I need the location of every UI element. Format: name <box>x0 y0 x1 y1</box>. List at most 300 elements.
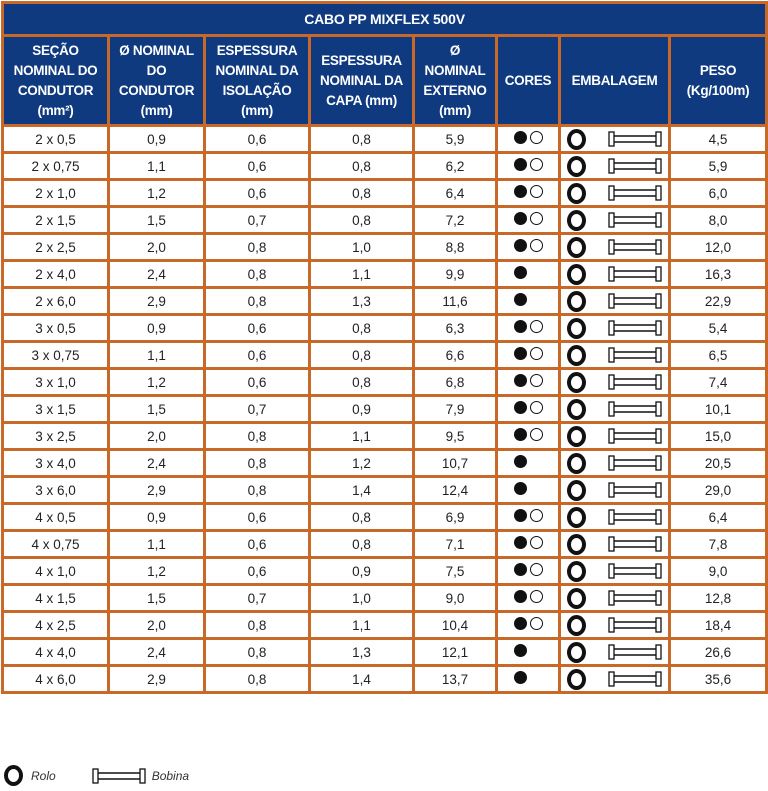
header-label: (mm) <box>140 102 173 118</box>
legend-bobina-label: Bobina <box>151 768 190 783</box>
cell-cores <box>497 666 560 693</box>
cell-embalagem <box>560 369 670 396</box>
cell-nominal-condutor: 2,4 <box>109 450 205 477</box>
cell-secao: 3 x 4,0 <box>3 450 109 477</box>
cell-embalagem <box>560 477 670 504</box>
white-dot-icon <box>530 374 543 387</box>
cell-cores <box>497 396 560 423</box>
black-dot-icon <box>514 428 527 441</box>
cell-capa: 1,3 <box>310 288 414 315</box>
bobina-icon <box>608 320 662 336</box>
cell-isolacao: 0,6 <box>205 153 310 180</box>
black-dot-icon <box>514 239 527 252</box>
bobina-icon <box>608 509 662 525</box>
legend-rolo-label: Rolo <box>31 768 56 783</box>
cell-peso: 6,4 <box>670 504 767 531</box>
black-dot-icon <box>514 158 527 171</box>
cell-cores <box>497 531 560 558</box>
white-dot-icon <box>530 428 543 441</box>
cell-cores <box>497 180 560 207</box>
rolo-icon <box>567 453 586 474</box>
cell-peso: 12,8 <box>670 585 767 612</box>
cell-embalagem <box>560 234 670 261</box>
cell-capa: 0,9 <box>310 396 414 423</box>
cell-nominal-condutor: 2,9 <box>109 288 205 315</box>
cell-capa: 1,3 <box>310 639 414 666</box>
cell-nominal-condutor: 1,5 <box>109 585 205 612</box>
header-label: PESO <box>699 62 737 78</box>
cell-isolacao: 0,8 <box>205 666 310 693</box>
cell-nominal-condutor: 0,9 <box>109 126 205 153</box>
cell-embalagem <box>560 315 670 342</box>
white-dot-icon <box>530 320 543 333</box>
cell-isolacao: 0,6 <box>205 369 310 396</box>
header-label: NOMINAL <box>424 62 486 78</box>
cell-isolacao: 0,8 <box>205 477 310 504</box>
cell-secao: 4 x 0,5 <box>3 504 109 531</box>
black-dot-icon <box>514 536 527 549</box>
cell-peso: 7,8 <box>670 531 767 558</box>
cell-embalagem <box>560 342 670 369</box>
cell-nominal-condutor: 2,9 <box>109 666 205 693</box>
cell-capa: 0,8 <box>310 369 414 396</box>
cell-peso: 16,3 <box>670 261 767 288</box>
cell-cores <box>497 423 560 450</box>
header-espessura-isolacao <box>205 36 310 126</box>
header-label: (mm) <box>439 102 471 118</box>
cell-secao: 2 x 1,0 <box>3 180 109 207</box>
header-label: ESPESSURA <box>321 52 402 68</box>
cell-embalagem <box>560 585 670 612</box>
cell-nominal-condutor: 2,4 <box>109 261 205 288</box>
header-label: SEÇÃO <box>32 42 79 58</box>
table-row <box>3 450 767 477</box>
bobina-icon <box>608 185 662 201</box>
bobina-icon <box>608 293 662 309</box>
table-row <box>3 558 767 585</box>
black-dot-icon <box>514 590 527 603</box>
header-label: CONDUTOR <box>17 82 94 98</box>
rolo-icon <box>567 237 586 258</box>
bobina-icon <box>608 455 662 471</box>
white-dot-icon <box>530 590 543 603</box>
table-row <box>3 234 767 261</box>
header-label: CONDUTOR <box>118 82 195 98</box>
table-row <box>3 126 767 153</box>
cell-isolacao: 0,8 <box>205 450 310 477</box>
bobina-icon <box>608 401 662 417</box>
black-dot-icon <box>514 455 527 468</box>
table-title: CABO PP MIXFLEX 500V <box>3 3 767 36</box>
cell-capa: 0,8 <box>310 180 414 207</box>
bobina-icon <box>608 536 662 552</box>
cell-isolacao: 0,8 <box>205 288 310 315</box>
cell-peso: 12,0 <box>670 234 767 261</box>
cell-cores <box>497 234 560 261</box>
cell-secao: 4 x 0,75 <box>3 531 109 558</box>
cell-isolacao: 0,7 <box>205 396 310 423</box>
cell-peso: 26,6 <box>670 639 767 666</box>
cell-externo: 7,2 <box>414 207 497 234</box>
cell-isolacao: 0,6 <box>205 126 310 153</box>
rolo-icon <box>567 588 586 609</box>
cell-externo: 6,2 <box>414 153 497 180</box>
black-dot-icon <box>514 293 527 306</box>
cell-externo: 9,0 <box>414 585 497 612</box>
cell-cores <box>497 369 560 396</box>
cell-cores <box>497 288 560 315</box>
cell-nominal-condutor: 2,4 <box>109 639 205 666</box>
table-row <box>3 207 767 234</box>
header-label: Ø NOMINAL <box>119 42 194 58</box>
cell-secao: 4 x 6,0 <box>3 666 109 693</box>
cell-cores <box>497 504 560 531</box>
table-row <box>3 315 767 342</box>
white-dot-icon <box>530 158 543 171</box>
cell-externo: 7,9 <box>414 396 497 423</box>
cell-cores <box>497 450 560 477</box>
black-dot-icon <box>514 320 527 333</box>
cell-nominal-condutor: 1,1 <box>109 531 205 558</box>
rolo-icon <box>4 765 23 786</box>
table-row <box>3 261 767 288</box>
cell-secao: 2 x 6,0 <box>3 288 109 315</box>
cell-isolacao: 0,8 <box>205 423 310 450</box>
white-dot-icon <box>530 617 543 630</box>
cell-externo: 6,6 <box>414 342 497 369</box>
cell-externo: 9,9 <box>414 261 497 288</box>
white-dot-icon <box>530 347 543 360</box>
cell-peso: 6,5 <box>670 342 767 369</box>
bobina-icon <box>608 617 662 633</box>
header-espessura-capa <box>310 36 414 126</box>
black-dot-icon <box>514 509 527 522</box>
cell-embalagem <box>560 288 670 315</box>
cell-embalagem <box>560 531 670 558</box>
cell-capa: 1,1 <box>310 261 414 288</box>
cell-isolacao: 0,6 <box>205 315 310 342</box>
black-dot-icon <box>514 401 527 414</box>
cell-isolacao: 0,8 <box>205 612 310 639</box>
cell-secao: 4 x 4,0 <box>3 639 109 666</box>
cell-isolacao: 0,6 <box>205 558 310 585</box>
cell-externo: 5,9 <box>414 126 497 153</box>
rolo-icon <box>567 669 586 690</box>
cell-peso: 10,1 <box>670 396 767 423</box>
cell-embalagem <box>560 261 670 288</box>
header-label: Ø <box>449 42 461 58</box>
cell-nominal-condutor: 2,0 <box>109 423 205 450</box>
header-label: EMBALAGEM <box>571 72 658 88</box>
cell-secao: 4 x 1,0 <box>3 558 109 585</box>
cell-nominal-condutor: 1,5 <box>109 207 205 234</box>
rolo-icon <box>567 615 586 636</box>
table-body <box>3 126 767 693</box>
cell-externo: 9,5 <box>414 423 497 450</box>
table-row <box>3 288 767 315</box>
cell-cores <box>497 207 560 234</box>
rolo-icon <box>567 534 586 555</box>
cell-peso: 8,0 <box>670 207 767 234</box>
cell-externo: 11,6 <box>414 288 497 315</box>
cell-capa: 1,2 <box>310 450 414 477</box>
cell-secao: 2 x 4,0 <box>3 261 109 288</box>
cell-nominal-condutor: 1,2 <box>109 180 205 207</box>
rolo-icon <box>567 183 586 204</box>
cell-cores <box>497 261 560 288</box>
cell-cores <box>497 153 560 180</box>
bobina-icon <box>608 131 662 147</box>
cell-embalagem <box>560 126 670 153</box>
white-dot-icon <box>530 185 543 198</box>
cell-nominal-condutor: 0,9 <box>109 504 205 531</box>
bobina-icon <box>608 563 662 579</box>
bobina-icon <box>608 212 662 228</box>
cell-secao: 3 x 0,5 <box>3 315 109 342</box>
header-peso <box>670 36 767 126</box>
bobina-icon <box>608 644 662 660</box>
cell-embalagem <box>560 639 670 666</box>
rolo-icon <box>567 561 586 582</box>
cell-secao: 2 x 0,75 <box>3 153 109 180</box>
table-row <box>3 477 767 504</box>
white-dot-icon <box>530 131 543 144</box>
bobina-icon <box>608 158 662 174</box>
cell-secao: 3 x 1,0 <box>3 369 109 396</box>
cell-capa: 0,9 <box>310 558 414 585</box>
header-label: NOMINAL DO <box>13 62 98 78</box>
rolo-icon <box>567 318 586 339</box>
cell-nominal-condutor: 2,0 <box>109 234 205 261</box>
cell-externo: 10,7 <box>414 450 497 477</box>
white-dot-icon <box>530 212 543 225</box>
cell-embalagem <box>560 180 670 207</box>
cell-cores <box>497 612 560 639</box>
cell-peso: 22,9 <box>670 288 767 315</box>
cell-capa: 0,8 <box>310 315 414 342</box>
cell-secao: 2 x 0,5 <box>3 126 109 153</box>
cell-capa: 0,8 <box>310 207 414 234</box>
black-dot-icon <box>514 563 527 576</box>
header-label: (mm) <box>241 102 273 118</box>
cell-capa: 1,4 <box>310 666 414 693</box>
table-row <box>3 369 767 396</box>
cell-externo: 10,4 <box>414 612 497 639</box>
header-label: CAPA (mm) <box>326 92 397 108</box>
cell-externo: 12,1 <box>414 639 497 666</box>
black-dot-icon <box>514 347 527 360</box>
header-label: ISOLAÇÃO <box>222 82 292 98</box>
cell-externo: 8,8 <box>414 234 497 261</box>
cell-nominal-condutor: 1,1 <box>109 153 205 180</box>
bobina-icon <box>608 482 662 498</box>
bobina-icon <box>608 671 662 687</box>
rolo-icon <box>567 426 586 447</box>
cell-secao: 4 x 2,5 <box>3 612 109 639</box>
cell-externo: 7,1 <box>414 531 497 558</box>
spec-table <box>1 1 768 694</box>
rolo-icon <box>567 129 586 150</box>
rolo-icon <box>567 507 586 528</box>
header-cores <box>497 36 560 126</box>
header-label: NOMINAL DA <box>215 62 299 78</box>
table-row <box>3 612 767 639</box>
rolo-icon <box>567 291 586 312</box>
bobina-icon <box>608 590 662 606</box>
table-row <box>3 342 767 369</box>
cell-nominal-condutor: 1,2 <box>109 558 205 585</box>
cell-capa: 1,1 <box>310 423 414 450</box>
cell-externo: 13,7 <box>414 666 497 693</box>
cell-capa: 0,8 <box>310 504 414 531</box>
rolo-icon <box>567 480 586 501</box>
bobina-icon <box>608 428 662 444</box>
black-dot-icon <box>514 671 527 684</box>
cell-cores <box>497 558 560 585</box>
cell-peso: 29,0 <box>670 477 767 504</box>
cell-embalagem <box>560 153 670 180</box>
header-embalagem <box>560 36 670 126</box>
black-dot-icon <box>514 212 527 225</box>
rolo-icon <box>567 642 586 663</box>
header-label: (mm²) <box>37 102 74 118</box>
table-row <box>3 531 767 558</box>
rolo-icon <box>567 345 586 366</box>
cell-cores <box>497 477 560 504</box>
rolo-icon <box>567 399 586 420</box>
cell-nominal-condutor: 2,9 <box>109 477 205 504</box>
cell-externo: 6,4 <box>414 180 497 207</box>
white-dot-icon <box>530 563 543 576</box>
cell-secao: 2 x 1,5 <box>3 207 109 234</box>
cell-secao: 3 x 1,5 <box>3 396 109 423</box>
cell-isolacao: 0,6 <box>205 504 310 531</box>
white-dot-icon <box>530 509 543 522</box>
cell-peso: 4,5 <box>670 126 767 153</box>
cell-embalagem <box>560 666 670 693</box>
cell-peso: 35,6 <box>670 666 767 693</box>
rolo-icon <box>567 372 586 393</box>
table-row <box>3 396 767 423</box>
white-dot-icon <box>530 536 543 549</box>
cell-nominal-condutor: 1,2 <box>109 369 205 396</box>
cell-capa: 1,0 <box>310 585 414 612</box>
black-dot-icon <box>514 617 527 630</box>
cell-secao: 4 x 1,5 <box>3 585 109 612</box>
cell-nominal-condutor: 1,5 <box>109 396 205 423</box>
cell-embalagem <box>560 207 670 234</box>
cell-nominal-condutor: 1,1 <box>109 342 205 369</box>
cell-capa: 1,1 <box>310 612 414 639</box>
header-label: NOMINAL DA <box>320 72 403 88</box>
white-dot-icon <box>530 401 543 414</box>
cell-secao: 3 x 6,0 <box>3 477 109 504</box>
cell-externo: 6,9 <box>414 504 497 531</box>
bobina-icon <box>608 347 662 363</box>
cell-capa: 0,8 <box>310 342 414 369</box>
cell-embalagem <box>560 396 670 423</box>
black-dot-icon <box>514 482 527 495</box>
table-row <box>3 639 767 666</box>
cell-capa: 1,4 <box>310 477 414 504</box>
cell-isolacao: 0,7 <box>205 585 310 612</box>
header-nominal-externo <box>414 36 497 126</box>
rolo-icon <box>567 264 586 285</box>
bobina-icon <box>608 374 662 390</box>
cell-isolacao: 0,7 <box>205 207 310 234</box>
cell-externo: 6,8 <box>414 369 497 396</box>
cell-peso: 18,4 <box>670 612 767 639</box>
cell-isolacao: 0,8 <box>205 261 310 288</box>
cell-capa: 1,0 <box>310 234 414 261</box>
cell-cores <box>497 585 560 612</box>
table-row <box>3 585 767 612</box>
header-secao <box>3 36 109 126</box>
black-dot-icon <box>514 185 527 198</box>
black-dot-icon <box>514 266 527 279</box>
white-dot-icon <box>530 239 543 252</box>
cell-secao: 3 x 0,75 <box>3 342 109 369</box>
cell-embalagem <box>560 558 670 585</box>
black-dot-icon <box>514 374 527 387</box>
table-row <box>3 180 767 207</box>
cell-cores <box>497 342 560 369</box>
cell-capa: 0,8 <box>310 126 414 153</box>
header-row <box>3 36 767 126</box>
header-label: CORES <box>504 72 552 88</box>
cell-isolacao: 0,8 <box>205 234 310 261</box>
header-nominal-condutor <box>109 36 205 126</box>
table-row <box>3 153 767 180</box>
cell-embalagem <box>560 423 670 450</box>
cell-capa: 0,8 <box>310 153 414 180</box>
cell-cores <box>497 639 560 666</box>
cell-secao: 3 x 2,5 <box>3 423 109 450</box>
black-dot-icon <box>514 644 527 657</box>
cell-peso: 5,4 <box>670 315 767 342</box>
table-row <box>3 504 767 531</box>
rolo-icon <box>567 210 586 231</box>
cell-capa: 0,8 <box>310 531 414 558</box>
header-label: ESPESSURA <box>216 42 298 58</box>
black-dot-icon <box>514 131 527 144</box>
cell-nominal-condutor: 0,9 <box>109 315 205 342</box>
cell-secao: 2 x 2,5 <box>3 234 109 261</box>
cell-peso: 15,0 <box>670 423 767 450</box>
bobina-icon <box>92 768 146 784</box>
cell-nominal-condutor: 2,0 <box>109 612 205 639</box>
cell-cores <box>497 126 560 153</box>
header-label: EXTERNO <box>423 82 487 98</box>
cell-embalagem <box>560 504 670 531</box>
rolo-icon <box>567 156 586 177</box>
cell-isolacao: 0,6 <box>205 342 310 369</box>
header-label: (Kg/100m) <box>686 82 750 98</box>
cell-isolacao: 0,8 <box>205 639 310 666</box>
cell-externo: 7,5 <box>414 558 497 585</box>
cell-isolacao: 0,6 <box>205 531 310 558</box>
cell-cores <box>497 315 560 342</box>
cell-peso: 7,4 <box>670 369 767 396</box>
table-row <box>3 423 767 450</box>
cell-peso: 20,5 <box>670 450 767 477</box>
cell-isolacao: 0,6 <box>205 180 310 207</box>
table-row <box>3 666 767 693</box>
header-label: DO <box>146 62 167 78</box>
legend <box>4 765 189 786</box>
cell-embalagem <box>560 450 670 477</box>
cell-peso: 5,9 <box>670 153 767 180</box>
